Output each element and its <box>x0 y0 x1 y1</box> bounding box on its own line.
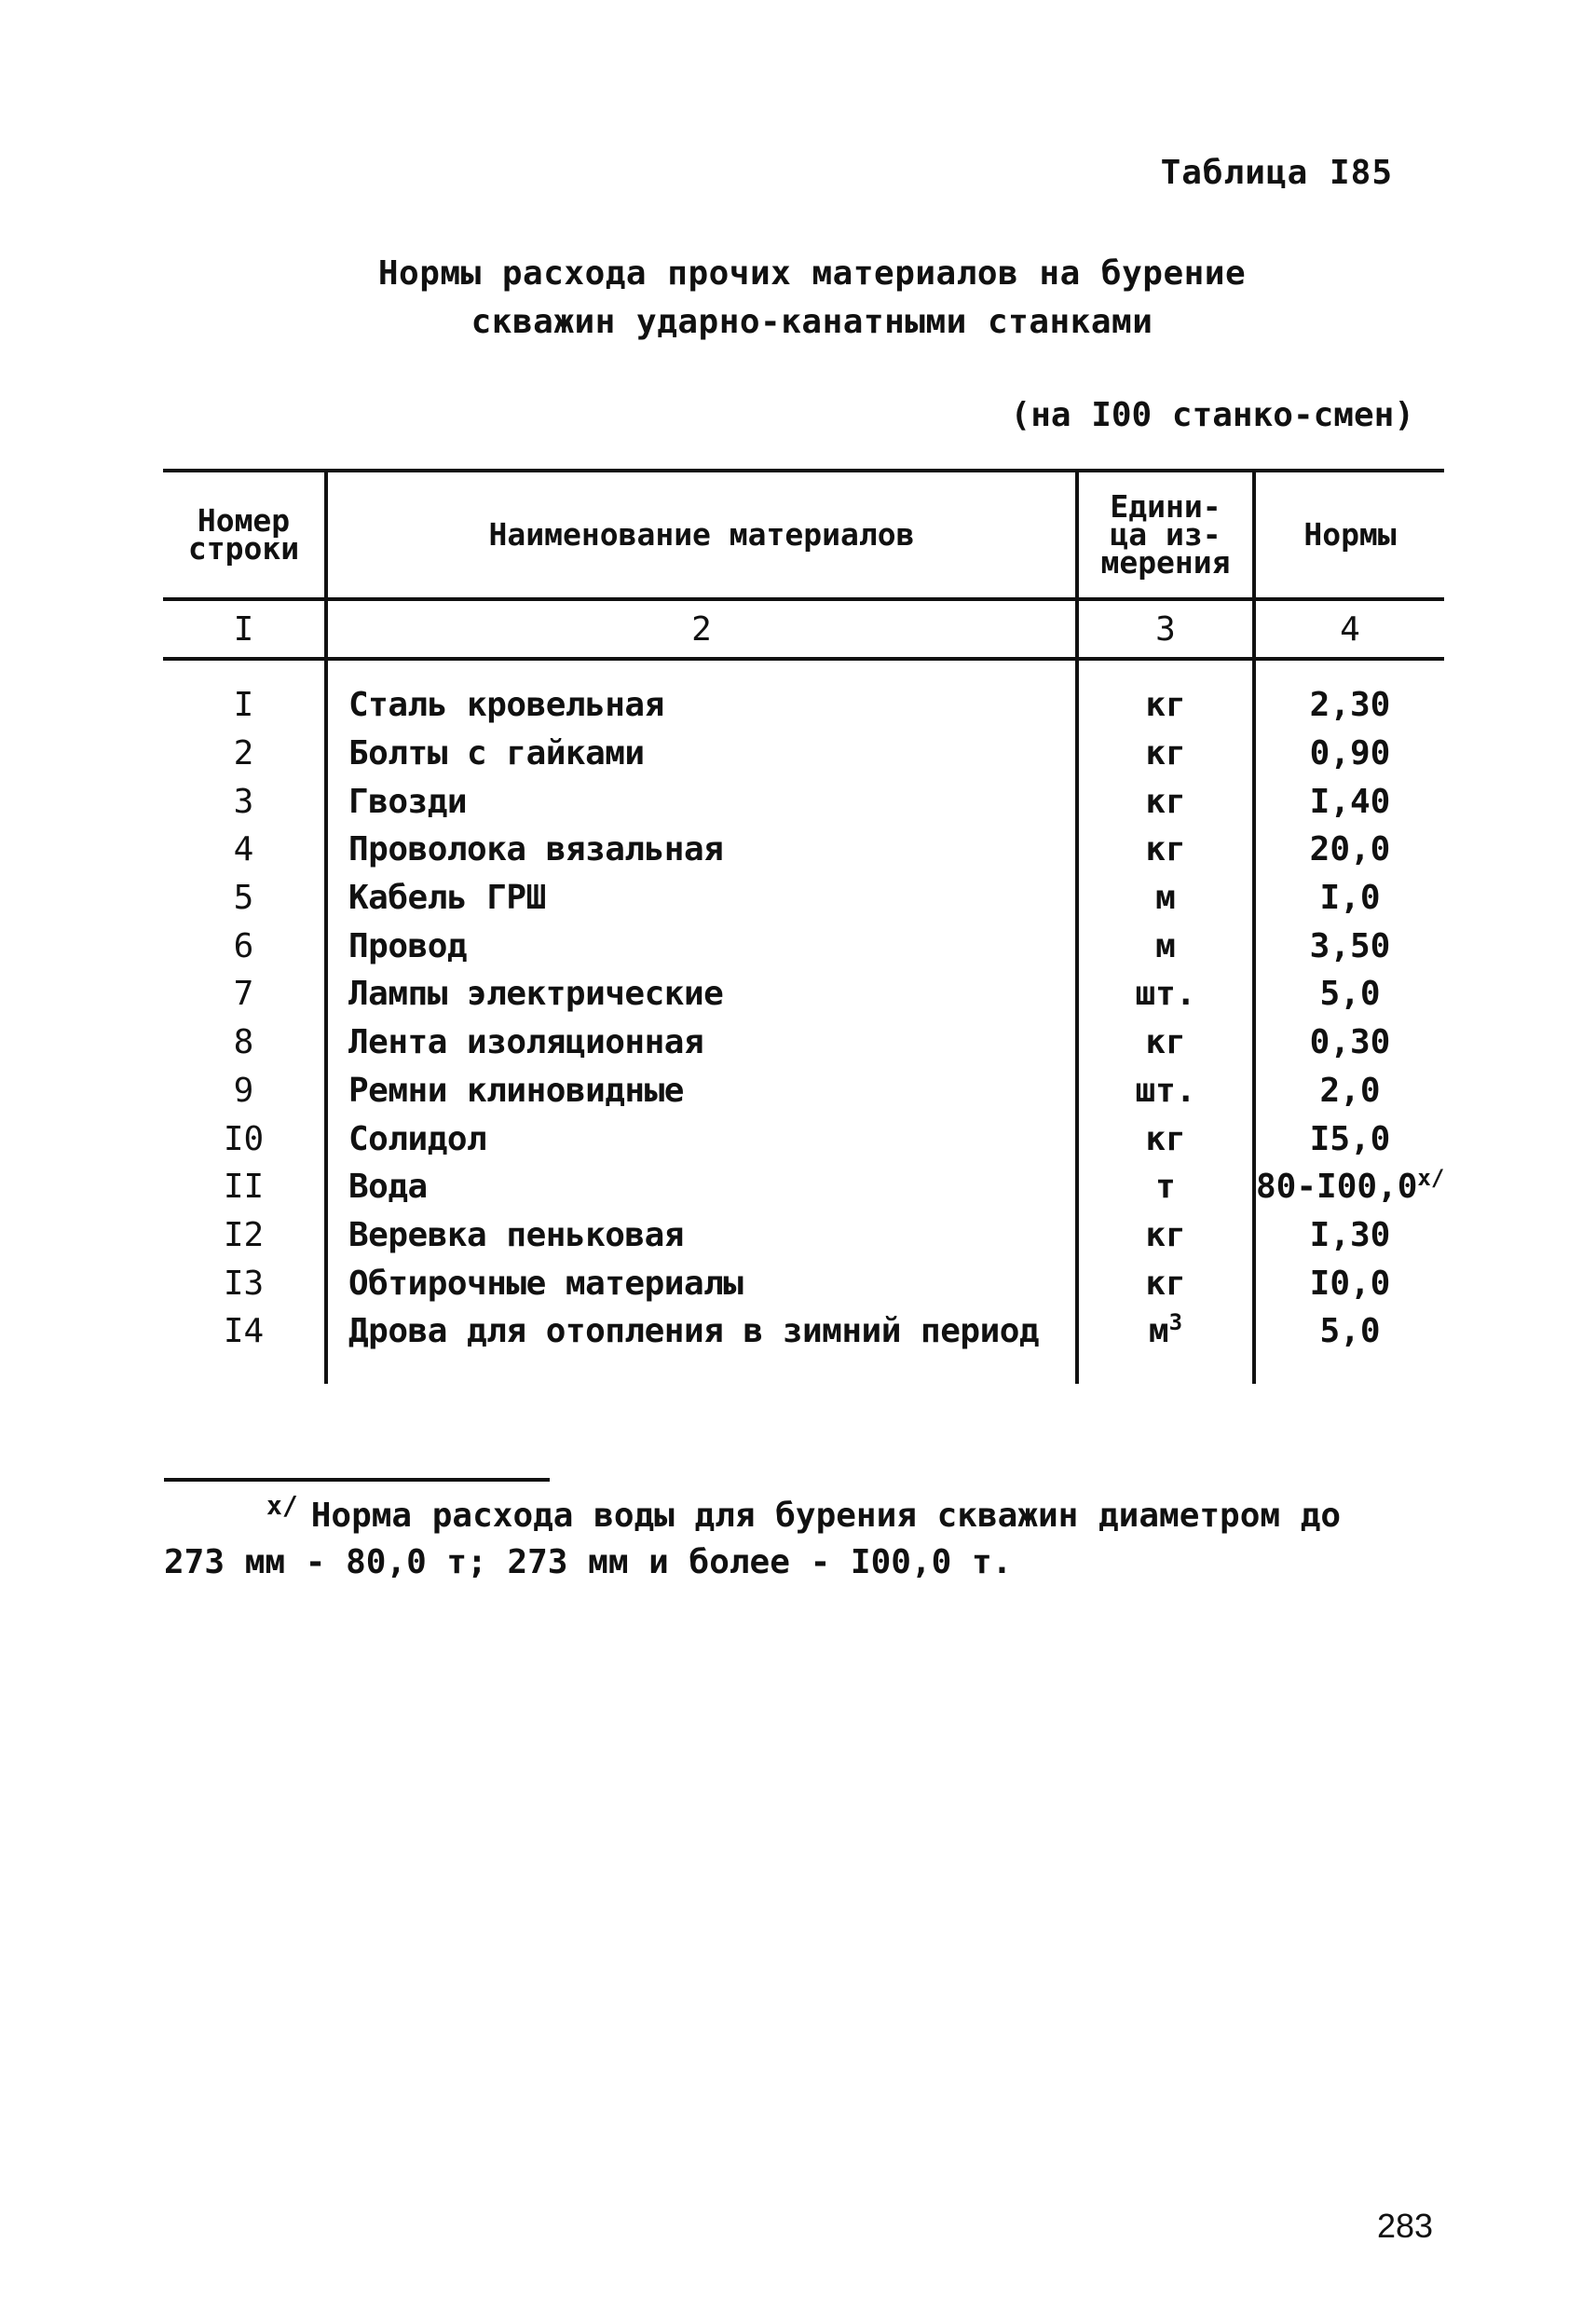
unit-of-measure: кг <box>1077 1114 1254 1163</box>
unit-note: (на I00 станко-смен) <box>1010 396 1414 434</box>
table-row <box>163 1163 1444 1211</box>
header-norms: Нормы <box>1254 471 1444 599</box>
column-number: 3 <box>1077 599 1254 659</box>
footnote-line-2: 273 мм - 80,0 т; 273 мм и более - I00,0 т. <box>164 1543 1013 1581</box>
page-number: 283 <box>1377 2207 1434 2245</box>
material-name: Дрова для отопления в зимний период <box>326 1307 1077 1356</box>
row-number: I4 <box>223 1312 265 1351</box>
header-row <box>163 471 1444 599</box>
column-number: 4 <box>1254 599 1444 659</box>
material-name: Веревка пеньковая <box>326 1211 1077 1260</box>
unit-of-measure: шт. <box>1077 970 1254 1019</box>
row-number: 6 <box>233 926 254 965</box>
table-row <box>163 874 1444 923</box>
unit-of-measure: кг <box>1077 777 1254 826</box>
unit-of-measure: т <box>1077 1163 1254 1211</box>
table-row <box>163 970 1444 1019</box>
row-number: 2 <box>233 734 254 773</box>
footnote-divider <box>164 1478 550 1482</box>
row-number: 5 <box>233 879 254 918</box>
row-number: I <box>233 686 254 725</box>
row-number: 4 <box>233 830 254 869</box>
table-row <box>163 777 1444 826</box>
unit-of-measure: м <box>1077 922 1254 970</box>
table-row <box>163 1307 1444 1356</box>
column-number: 2 <box>326 599 1077 659</box>
title-line-1: Нормы расхода прочих материалов на бурение <box>377 254 1247 293</box>
footnote-line-1: Норма расхода воды для бурения скважин диаметром до <box>310 1497 1342 1535</box>
material-name: Лампы электрические <box>326 970 1077 1019</box>
unit-of-measure: м <box>1077 874 1254 923</box>
table-row <box>163 1114 1444 1163</box>
unit-of-measure: кг <box>1077 681 1254 730</box>
norm-value: 20,0 <box>1254 826 1444 874</box>
material-name: Лента изоляционная <box>326 1019 1077 1067</box>
material-name: Вода <box>326 1163 1077 1211</box>
norm-value: 2,30 <box>1254 681 1444 730</box>
norm-value: 0,90 <box>1254 730 1444 778</box>
row-number: I0 <box>223 1119 265 1158</box>
header-unit: Едини- ца из- мерения <box>1077 471 1254 599</box>
table-row <box>163 1259 1444 1307</box>
material-name: Проволока вязальная <box>326 826 1077 874</box>
superscript: x/ <box>1417 1165 1445 1192</box>
row-number: 8 <box>233 1023 254 1062</box>
norm-value: 5,0 <box>1254 970 1444 1019</box>
column-number: I <box>163 599 326 659</box>
norm-value: 0,30 <box>1254 1019 1444 1067</box>
superscript: 3 <box>1168 1309 1183 1336</box>
norm-value: I,0 <box>1254 874 1444 923</box>
norm-value: $80-I00,0^{x/}$ <box>1254 1163 1444 1211</box>
table-row <box>163 922 1444 970</box>
material-name: Провод <box>326 922 1077 970</box>
norm-value: 3,50 <box>1254 922 1444 970</box>
material-name: Гвозди <box>326 777 1077 826</box>
table-row <box>163 1019 1444 1067</box>
header-row-number: Номер строки <box>163 471 326 599</box>
material-name: Ремни клиновидные <box>326 1067 1077 1115</box>
table-row <box>163 1067 1444 1115</box>
unit-of-measure: кг <box>1077 730 1254 778</box>
footnote <box>164 1490 1375 1586</box>
material-name: Кабель ГРШ <box>326 874 1077 923</box>
material-name: Обтирочные материалы <box>326 1259 1077 1307</box>
material-name: Сталь кровельная <box>326 681 1077 730</box>
header-material-name: Наименование материалов <box>326 471 1077 599</box>
unit-of-measure: кг <box>1077 1019 1254 1067</box>
norm-value: 5,0 <box>1254 1307 1444 1356</box>
table-row <box>163 730 1444 778</box>
footnote-mark: x/ <box>266 1490 298 1521</box>
row-number: I2 <box>223 1215 265 1254</box>
norm-value: I5,0 <box>1254 1114 1444 1163</box>
table-row <box>163 1211 1444 1260</box>
table-row <box>163 826 1444 874</box>
unit-of-measure: кг <box>1077 1259 1254 1307</box>
norm-value: 2,0 <box>1254 1067 1444 1115</box>
materials-table <box>163 469 1444 1384</box>
unit-of-measure: $м^3$ <box>1077 1307 1254 1356</box>
spacer-row <box>163 659 1444 681</box>
unit-of-measure: кг <box>1077 1211 1254 1260</box>
row-number: 3 <box>233 782 254 821</box>
material-name: Солидол <box>326 1114 1077 1163</box>
title-line-2: скважин ударно-канатными станками <box>471 303 1153 341</box>
row-number: I3 <box>223 1264 265 1303</box>
norm-value: I,30 <box>1254 1211 1444 1260</box>
table-row <box>163 681 1444 730</box>
table-tail <box>163 1356 1444 1384</box>
norm-value: I,40 <box>1254 777 1444 826</box>
unit-of-measure: кг <box>1077 826 1254 874</box>
column-numbers-row <box>163 599 1444 659</box>
document-title <box>0 250 1596 347</box>
table-label: Таблица I85 <box>1160 154 1393 192</box>
row-number: 9 <box>233 1071 254 1110</box>
unit-of-measure: шт. <box>1077 1067 1254 1115</box>
row-number: II <box>223 1168 265 1207</box>
norm-value: I0,0 <box>1254 1259 1444 1307</box>
row-number: 7 <box>233 975 254 1014</box>
material-name: Болты с гайками <box>326 730 1077 778</box>
